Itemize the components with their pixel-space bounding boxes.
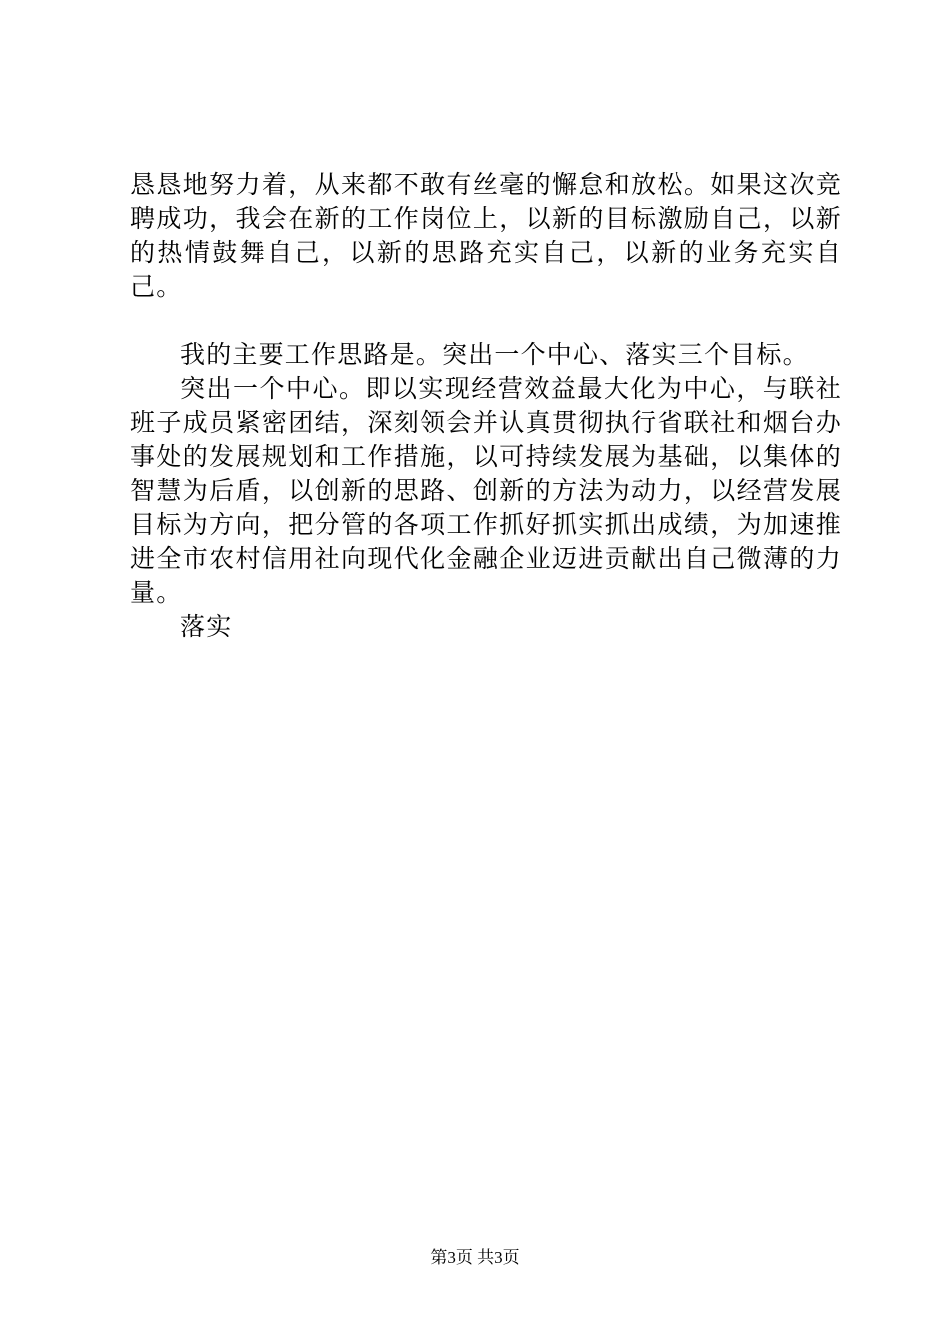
paragraph-work-ideas: 我的主要工作思路是。突出一个中心、落实三个目标。 (180, 340, 809, 369)
paragraph-implement: 落实 (180, 612, 233, 641)
document-body (130, 168, 842, 644)
paragraph-continuation: 恳恳地努力着，从来都不敢有丝毫的懈怠和放松。如果这次竞聘成功，我会在新的工作岗位上，以新的目标激励自己，以新的热情鼓舞自己，以新的思路充实自己，以新的业务充实自己。 (130, 170, 842, 301)
paragraph-gap (130, 304, 842, 338)
page-footer: 第3页 共3页 (430, 1248, 520, 1267)
paragraph-one-center: 突出一个中心。即以实现经营效益最大化为中心，与联社班子成员紧密团结，深刻领会并认真贯彻执行省联社和烟台办事处的发展规划和工作措施，以可持续发展为基础，以集体的智慧为后盾，以创新的思路、创新的方法为动力，以经营发展目标为方向，把分管的各项工作抓好抓实抓出成绩，为加速推进全市农村信用社向现代化金融企业迈进贡献出自己微薄的力量。 (130, 374, 842, 607)
